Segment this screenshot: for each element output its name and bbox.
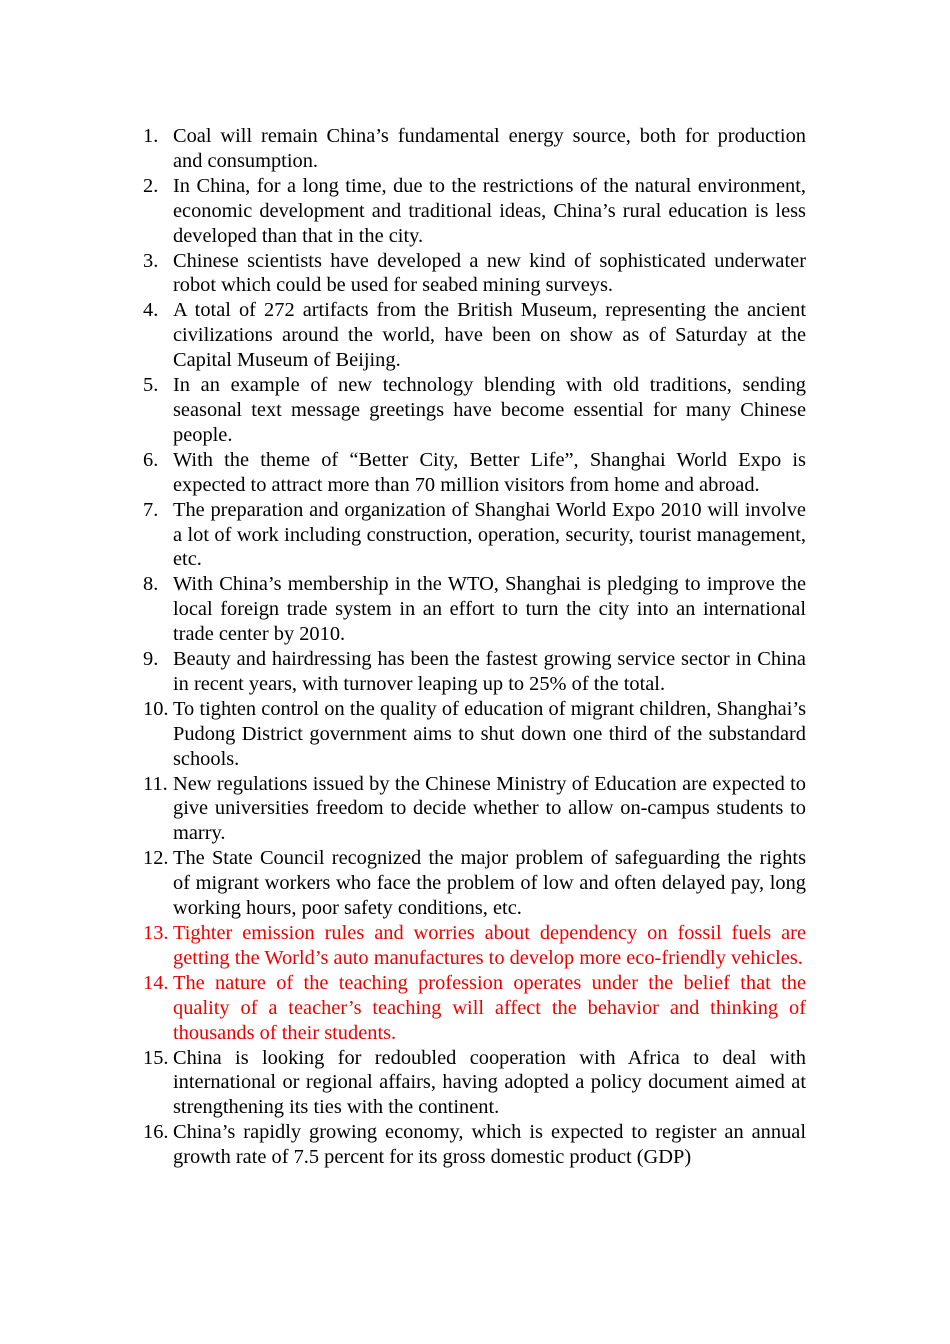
item-number: 8.: [143, 573, 159, 596]
item-text: China’s rapidly growing economy, which is expected to register an annual growth rate of 7.5 percent for its gross domestic product (GDP): [173, 1121, 806, 1169]
list-item: [140, 572, 806, 647]
item-text: In an example of new technology blending with old traditions, sending seasonal text message greetings have become essential for many Chinese people.: [173, 374, 806, 446]
item-text: The State Council recognized the major problem of safeguarding the rights of migrant workers who face the problem of low and often delayed pay, long working hours, poor safety conditions, etc.: [173, 847, 806, 920]
item-number: 7.: [143, 498, 159, 521]
item-number: 10.: [143, 697, 169, 720]
item-number: 5.: [143, 374, 159, 397]
list-item: [140, 174, 806, 249]
item-number: 4.: [143, 299, 159, 322]
list-item: [140, 373, 806, 448]
list-item: [140, 772, 806, 847]
item-text: To tighten control on the quality of education of migrant children, Shanghai’s Pudong District government aims to shut down one third of the substandard schools.: [173, 697, 806, 770]
item-number: 3.: [143, 249, 159, 272]
item-number: 13.: [143, 922, 169, 944]
item-number: 12.: [143, 847, 169, 870]
item-number: 6.: [143, 448, 159, 471]
item-number: 9.: [143, 648, 159, 671]
list-item: [140, 124, 806, 174]
item-text: Beauty and hairdressing has been the fastest growing service sector in China in recent years, with turnover leaping up to 25% of the total.: [173, 648, 806, 695]
list-item: [140, 249, 806, 299]
item-text: China is looking for redoubled cooperation with Africa to deal with international or regional affairs, having adopted a policy document aimed at strengthening its ties with the continent.: [173, 1046, 806, 1119]
item-text: Chinese scientists have developed a new kind of sophisticated underwater robot which could be used for seabed mining surveys.: [173, 249, 806, 297]
item-number: 1.: [143, 125, 159, 147]
item-text: With the theme of “Better City, Better Life”, Shanghai World Expo is expected to attract more than 70 million visitors from home and abroad.: [173, 448, 806, 496]
list-item: [140, 697, 806, 772]
list-item: [140, 448, 806, 498]
list-item: [140, 647, 806, 697]
item-text: The nature of the teaching profession operates under the belief that the quality of a teacher’s teaching will affect the behavior and thinking of thousands of their students.: [173, 971, 806, 1044]
item-number: 16.: [143, 1121, 169, 1144]
item-text: New regulations issued by the Chinese Ministry of Education are expected to give universities freedom to decide whether to allow on-campus students to marry.: [173, 772, 806, 845]
list-item: [140, 298, 806, 373]
item-text: The preparation and organization of Shanghai World Expo 2010 will involve a lot of work including construction, operation, security, tourist management, etc.: [173, 498, 806, 571]
list-item: [140, 1120, 806, 1170]
item-text: With China’s membership in the WTO, Shanghai is pledging to improve the local foreign trade system in an effort to turn the city into an international trade center by 2010.: [173, 573, 806, 646]
item-text: Coal will remain China’s fundamental energy source, both for production and consumption.: [173, 125, 806, 172]
item-number: 2.: [143, 174, 159, 197]
item-text: Tighter emission rules and worries about dependency on fossil fuels are getting the World’s auto manufactures to develop more eco-friendly vehicles.: [173, 922, 806, 969]
item-number: 11.: [143, 772, 168, 795]
list-item: [140, 498, 806, 573]
item-number: 14.: [143, 971, 169, 994]
item-number: 15.: [143, 1046, 169, 1069]
list-item: [140, 1046, 806, 1121]
item-text: In China, for a long time, due to the restrictions of the natural environment, economic development and traditional ideas, China’s rural education is less developed than that in the city.: [173, 174, 806, 247]
list-item: [140, 846, 806, 921]
highlighted-list-item: [140, 971, 806, 1046]
sentence-list: [140, 124, 806, 1170]
item-text: A total of 272 artifacts from the British Museum, representing the ancient civilizations around the world, have been on show as of Saturday at the Capital Museum of Beijing.: [173, 299, 806, 372]
highlighted-list-item: [140, 921, 806, 971]
